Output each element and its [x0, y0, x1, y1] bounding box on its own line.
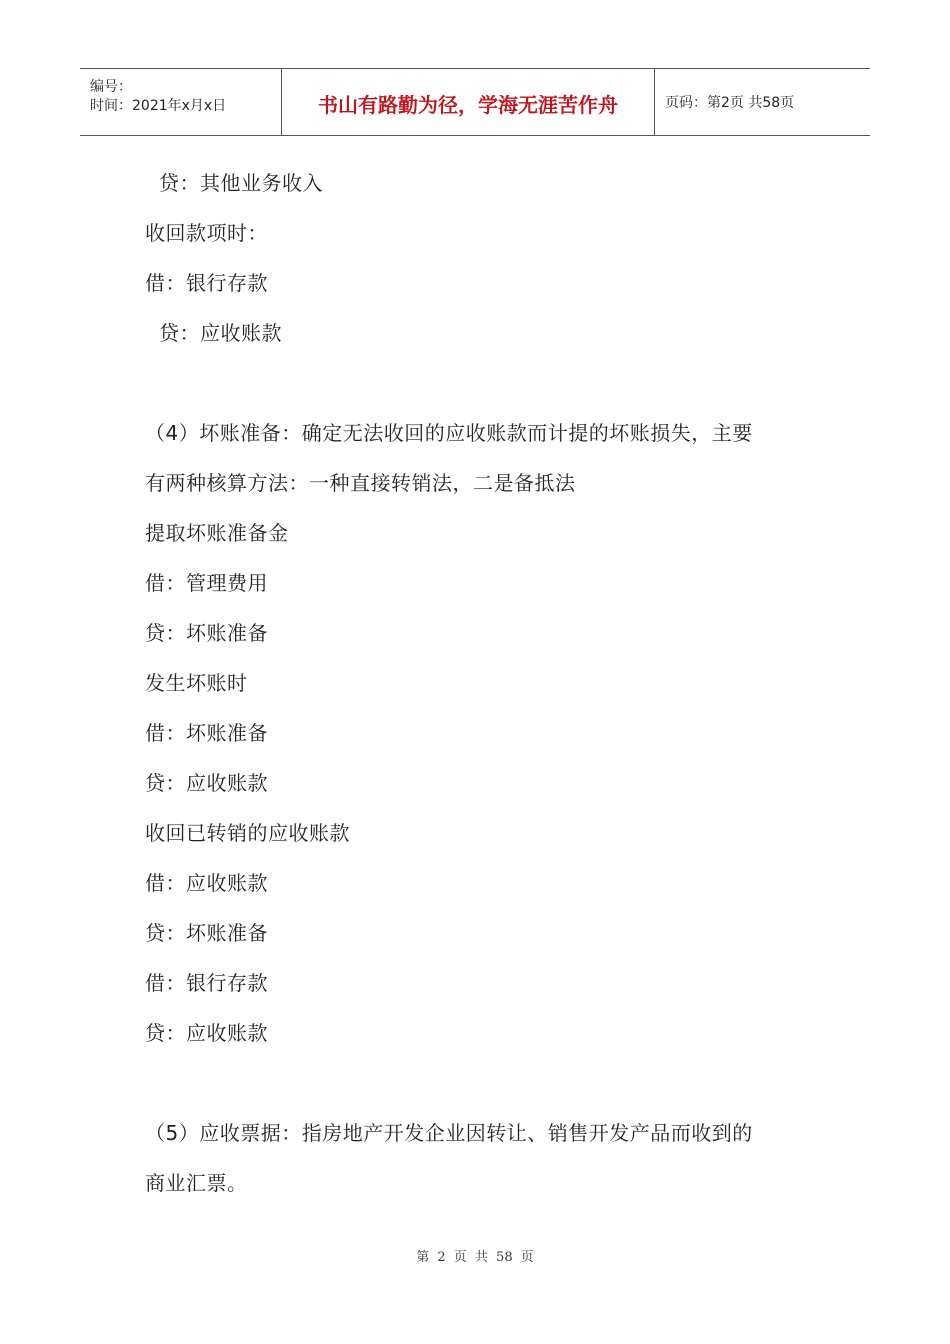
- body-line: 贷：坏账准备: [145, 621, 268, 645]
- body-line: 借：应收账款: [145, 871, 268, 895]
- body-line: 贷：应收账款: [145, 1021, 268, 1045]
- body-line: 贷：其他业务收入: [159, 171, 323, 195]
- page-footer: 第 2 页 共 58 页: [416, 1250, 534, 1265]
- header-motto: [282, 69, 655, 135]
- section-heading-notes-receivable: （5）应收票据：指房地产开发企业因转让、销售开发产品而收到的: [145, 1121, 753, 1145]
- body-line: 借：坏账准备: [145, 721, 268, 745]
- page-header: [80, 68, 870, 136]
- serial-label: 编号：: [90, 79, 132, 95]
- time-label: 时间：2021年x月x日: [90, 98, 227, 114]
- header-page-info: [655, 69, 870, 135]
- body-line: 贷：坏账准备: [145, 921, 268, 945]
- body-line: 贷：应收账款: [159, 321, 282, 345]
- section-heading-bad-debt: （4）坏账准备：确定无法收回的应收账款而计提的坏账损失，主要: [145, 421, 753, 445]
- body-line: 有两种核算方法：一种直接转销法，二是备抵法: [145, 471, 576, 495]
- body-line: 借：管理费用: [145, 571, 268, 595]
- body-line: 借：银行存款: [145, 971, 268, 995]
- body-line: 收回款项时：: [145, 221, 268, 245]
- body-line: 收回已转销的应收账款: [145, 821, 350, 845]
- motto-text: 书山有路勤为径，学海无涯苦作舟: [318, 92, 618, 117]
- body-line: 发生坏账时: [145, 671, 248, 695]
- header-meta: [80, 69, 282, 135]
- body-line: 借：银行存款: [145, 271, 268, 295]
- document-body: [145, 158, 825, 1208]
- page-info-text: 页码：第2页 共58页: [665, 95, 795, 111]
- body-line: 贷：应收账款: [145, 771, 268, 795]
- body-line: 商业汇票。: [145, 1171, 248, 1195]
- body-line: 提取坏账准备金: [145, 521, 289, 545]
